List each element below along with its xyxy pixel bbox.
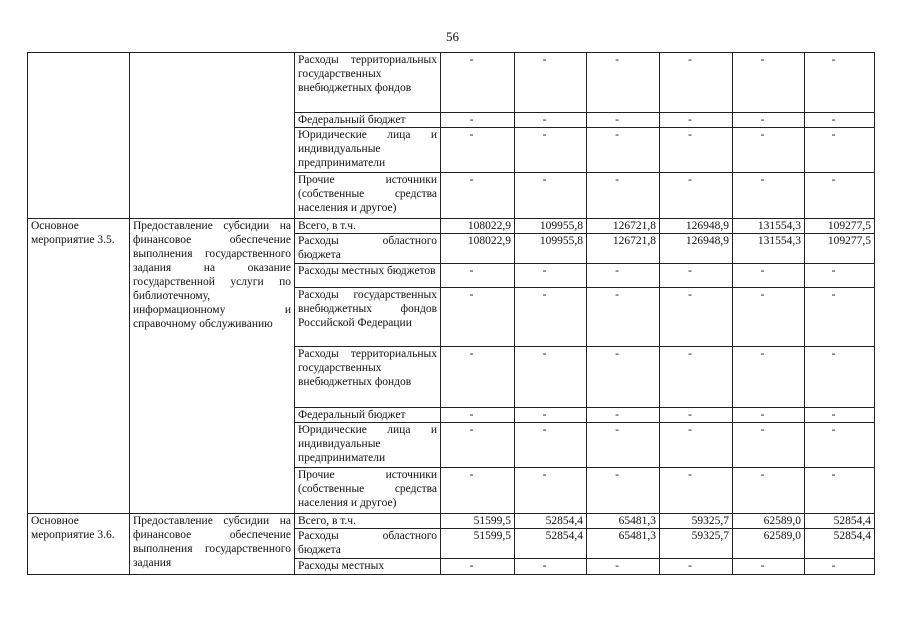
dash-cell [441, 128, 515, 173]
dash-cell [805, 408, 875, 423]
dash-mark: - [831, 560, 836, 572]
value-cell: 51599,5 [441, 514, 515, 529]
description-cell: Предоставление субсидии на финансовое обеспечение выполнения государственного задания на оказание государственной услуги по библиотечному, информационному и справочному обслуживанию [130, 219, 295, 514]
source-cell: Расходы областного бюджета [295, 234, 441, 264]
source-cell: Расходы государственных внебюджетных фондов Российской Федерации [295, 288, 441, 347]
source-cell: Всего, в т.ч. [295, 514, 441, 529]
dash-mark: - [542, 129, 547, 141]
source-cell: Юридические лица и индивидуальные предприниматели [295, 128, 441, 173]
dash-mark: - [542, 409, 547, 421]
dash-mark: - [615, 560, 619, 572]
dash-mark: - [542, 289, 547, 301]
dash-mark: - [688, 348, 692, 360]
dash-mark: - [542, 348, 547, 360]
dash-mark: - [469, 348, 474, 360]
dash-mark: - [831, 348, 836, 360]
value-cell: 126948,9 [660, 234, 733, 264]
dash-cell [660, 408, 733, 423]
dash-cell [441, 423, 515, 468]
source-cell: Расходы местных [295, 559, 441, 575]
dash-mark: - [615, 129, 619, 141]
dash-mark: - [469, 469, 474, 481]
dash-cell [805, 288, 875, 347]
dash-mark: - [615, 54, 619, 66]
dash-mark: - [831, 265, 836, 277]
value-cell: 109955,8 [515, 219, 587, 234]
dash-cell [733, 113, 805, 128]
dash-mark: - [760, 348, 765, 360]
dash-mark: - [542, 424, 547, 436]
event-cell [28, 53, 130, 219]
value-cell: 108022,9 [441, 219, 515, 234]
value-cell: 65481,3 [587, 514, 660, 529]
source-cell: Расходы областного бюджета [295, 529, 441, 559]
source-cell: Прочие источники (собственные средства населения и другое) [295, 173, 441, 219]
dash-mark: - [615, 114, 619, 126]
dash-mark: - [760, 129, 765, 141]
table-row [28, 53, 875, 113]
value-cell: 59325,7 [660, 514, 733, 529]
dash-mark: - [688, 265, 692, 277]
dash-cell [515, 288, 587, 347]
dash-cell [805, 113, 875, 128]
dash-cell [805, 347, 875, 408]
dash-mark: - [831, 174, 836, 186]
dash-cell [805, 264, 875, 288]
value-cell: 126948,9 [660, 219, 733, 234]
dash-mark: - [831, 469, 836, 481]
dash-cell [515, 559, 587, 575]
budget-table [27, 52, 875, 575]
dash-cell [733, 468, 805, 514]
dash-mark: - [760, 469, 765, 481]
dash-cell [441, 559, 515, 575]
dash-mark: - [688, 289, 692, 301]
dash-cell [733, 128, 805, 173]
value-cell: 52854,4 [805, 514, 875, 529]
source-cell: Расходы территориальных государственных внебюджетных фондов [295, 53, 441, 113]
dash-cell [515, 128, 587, 173]
dash-mark: - [542, 265, 547, 277]
dash-mark: - [469, 114, 474, 126]
value-cell: 52854,4 [515, 514, 587, 529]
dash-mark: - [688, 114, 692, 126]
dash-mark: - [469, 409, 474, 421]
dash-mark: - [469, 129, 474, 141]
dash-mark: - [615, 174, 619, 186]
dash-mark: - [542, 114, 547, 126]
dash-mark: - [760, 265, 765, 277]
source-cell: Юридические лица и индивидуальные предприниматели [295, 423, 441, 468]
dash-mark: - [542, 174, 547, 186]
dash-mark: - [688, 469, 692, 481]
source-cell: Расходы территориальных государственных внебюджетных фондов [295, 347, 441, 408]
dash-cell [587, 559, 660, 575]
dash-mark: - [469, 54, 474, 66]
dash-mark: - [688, 560, 692, 572]
dash-mark: - [469, 265, 474, 277]
dash-cell [805, 468, 875, 514]
dash-mark: - [615, 265, 619, 277]
dash-cell [587, 173, 660, 219]
source-cell: Прочие источники (собственные средства населения и другое) [295, 468, 441, 514]
event-cell: Основное мероприятие 3.6. [28, 514, 130, 575]
dash-cell [441, 408, 515, 423]
dash-cell [587, 468, 660, 514]
value-cell: 51599,5 [441, 529, 515, 559]
dash-mark: - [542, 560, 547, 572]
dash-cell [587, 128, 660, 173]
dash-cell [660, 468, 733, 514]
dash-mark: - [615, 348, 619, 360]
dash-cell [587, 408, 660, 423]
dash-mark: - [831, 289, 836, 301]
dash-mark: - [615, 409, 619, 421]
dash-cell [805, 173, 875, 219]
value-cell: 62589,0 [733, 529, 805, 559]
table-row [28, 219, 875, 234]
table-row [28, 514, 875, 529]
value-cell: 131554,3 [733, 234, 805, 264]
source-cell: Всего, в т.ч. [295, 219, 441, 234]
description-cell [130, 53, 295, 219]
dash-mark: - [760, 424, 765, 436]
dash-cell [805, 128, 875, 173]
dash-mark: - [615, 289, 619, 301]
value-cell: 108022,9 [441, 234, 515, 264]
value-cell: 52854,4 [805, 529, 875, 559]
dash-cell [587, 113, 660, 128]
value-cell: 126721,8 [587, 219, 660, 234]
dash-cell [515, 113, 587, 128]
dash-cell [587, 53, 660, 113]
dash-mark: - [542, 469, 547, 481]
source-cell: Федеральный бюджет [295, 113, 441, 128]
dash-mark: - [760, 174, 765, 186]
dash-mark: - [469, 560, 474, 572]
dash-cell [660, 288, 733, 347]
value-cell: 109277,5 [805, 234, 875, 264]
dash-cell [660, 347, 733, 408]
value-cell: 126721,8 [587, 234, 660, 264]
dash-cell [515, 53, 587, 113]
dash-mark: - [542, 54, 547, 66]
dash-mark: - [831, 409, 836, 421]
dash-cell [733, 288, 805, 347]
value-cell: 109277,5 [805, 219, 875, 234]
dash-mark: - [688, 424, 692, 436]
dash-cell [660, 53, 733, 113]
dash-cell [733, 173, 805, 219]
dash-cell [587, 288, 660, 347]
dash-mark: - [760, 409, 765, 421]
dash-cell [805, 559, 875, 575]
value-cell: 59325,7 [660, 529, 733, 559]
dash-cell [660, 113, 733, 128]
dash-mark: - [615, 469, 619, 481]
dash-mark: - [688, 409, 692, 421]
value-cell: 65481,3 [587, 529, 660, 559]
dash-cell [441, 264, 515, 288]
dash-cell [733, 53, 805, 113]
dash-mark: - [831, 424, 836, 436]
dash-cell [515, 264, 587, 288]
dash-cell [733, 408, 805, 423]
value-cell: 109955,8 [515, 234, 587, 264]
source-cell: Расходы местных бюджетов [295, 264, 441, 288]
dash-mark: - [831, 129, 836, 141]
dash-mark: - [688, 54, 692, 66]
dash-mark: - [831, 114, 836, 126]
dash-cell [441, 173, 515, 219]
dash-cell [660, 423, 733, 468]
dash-mark: - [469, 424, 474, 436]
dash-cell [515, 173, 587, 219]
dash-cell [733, 264, 805, 288]
dash-mark: - [831, 54, 836, 66]
dash-cell [441, 468, 515, 514]
dash-cell [587, 264, 660, 288]
dash-cell [805, 53, 875, 113]
dash-cell [660, 264, 733, 288]
dash-mark: - [469, 174, 474, 186]
dash-cell [587, 347, 660, 408]
dash-cell [733, 423, 805, 468]
value-cell: 52854,4 [515, 529, 587, 559]
dash-cell [660, 128, 733, 173]
dash-mark: - [760, 114, 765, 126]
dash-mark: - [688, 129, 692, 141]
dash-cell [660, 559, 733, 575]
page-number: 56 [446, 29, 459, 44]
event-cell: Основное мероприятие 3.5. [28, 219, 130, 514]
value-cell: 62589,0 [733, 514, 805, 529]
value-cell: 131554,3 [733, 219, 805, 234]
dash-cell [805, 423, 875, 468]
dash-cell [660, 173, 733, 219]
dash-cell [441, 53, 515, 113]
dash-cell [441, 347, 515, 408]
dash-cell [515, 423, 587, 468]
dash-mark: - [760, 54, 765, 66]
dash-cell [515, 468, 587, 514]
dash-cell [515, 408, 587, 423]
dash-mark: - [688, 174, 692, 186]
dash-cell [733, 347, 805, 408]
description-cell: Предоставление субсидии на финансовое обеспечение выполнения государственного задания [130, 514, 295, 575]
dash-cell [441, 113, 515, 128]
dash-mark: - [760, 289, 765, 301]
source-cell: Федеральный бюджет [295, 408, 441, 423]
dash-cell [733, 559, 805, 575]
dash-mark: - [760, 560, 765, 572]
dash-cell [441, 288, 515, 347]
dash-mark: - [615, 424, 619, 436]
dash-mark: - [469, 289, 474, 301]
dash-cell [587, 423, 660, 468]
dash-cell [515, 347, 587, 408]
